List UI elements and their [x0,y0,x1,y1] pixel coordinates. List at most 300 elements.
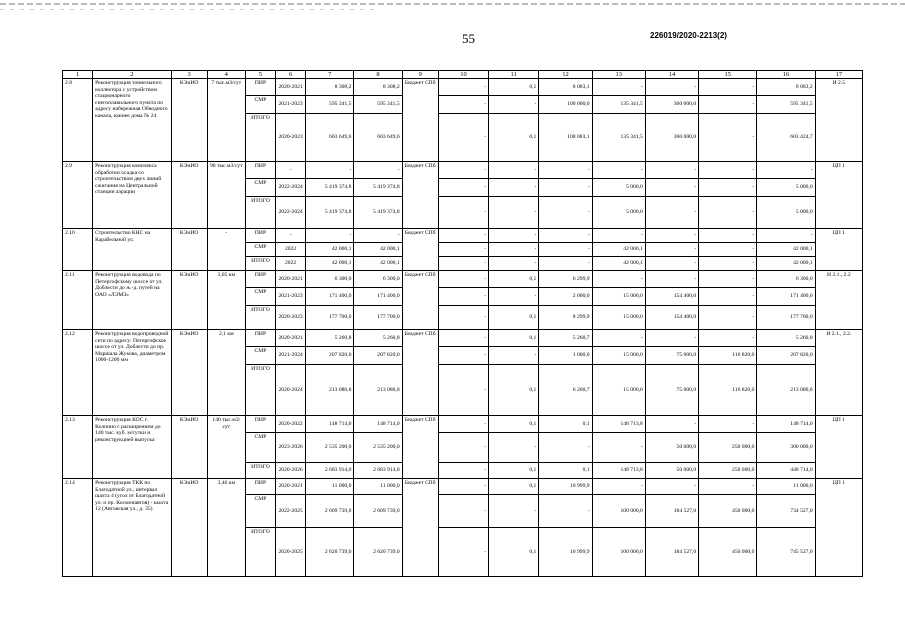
work-period: - [276,162,306,179]
remaining-cost: 148 714,0 [354,416,402,433]
remaining-cost: 2 609 739,0 [354,495,402,528]
indicator-reference: И 2.1., 2.2 [815,271,862,330]
value-col-13: 135 341,5 [592,114,645,162]
value-col-11: 0,1 [489,365,539,416]
value-col-12: 0,1 [539,416,592,433]
value-col-11: 0,1 [489,330,539,347]
value-col-12: 6 299,9 [539,271,592,288]
value-col-10: - [438,288,488,306]
item-capacity: 3,05 км [207,271,245,330]
item-number: 2.11 [63,271,93,330]
total-cost: 5 419 374,8 [306,179,354,197]
work-period: 2022 [276,257,306,271]
work-period: 2020-2021 [276,330,306,347]
remaining-cost: 595 341,5 [354,96,402,114]
total-cost: 6 300,0 [306,271,354,288]
value-col-12: 108 083,1 [539,114,592,162]
value-col-13: 42 000,1 [592,257,645,271]
table-row [63,229,863,243]
indicator-reference: ЦП 1 [815,162,862,229]
column-number: 8 [354,71,402,79]
value-col-15: 450 000,0 [699,528,757,577]
value-col-14: - [645,243,698,257]
column-number: 3 [171,71,207,79]
value-col-16: 745 527,0 [757,528,815,577]
work-period: - [276,229,306,243]
value-col-10: - [438,79,488,96]
value-col-14: - [645,79,698,96]
work-period: 2020-2021 [276,271,306,288]
value-col-14: 50 000,0 [645,463,698,479]
value-col-10: - [438,528,488,577]
total-cost: 2 535 200,0 [306,433,354,463]
item-organization: КЭиИО [171,162,207,229]
work-type: ПИР [245,416,275,433]
funding-source: Бюджет СПб [402,271,438,330]
value-col-10: - [438,162,488,179]
work-type: СМР [245,96,275,114]
total-cost: 8 308,2 [306,79,354,96]
item-name: Реконструкция водопроводной сети по адресу: Петергофское шоссе от ул. Доблести до пр. Маршала Жукова, диаметром 1000-1200 мм [93,330,171,416]
value-col-13: 100 000,0 [592,495,645,528]
work-type: ПИР [245,479,275,495]
value-col-11: 0,1 [489,416,539,433]
value-col-11: 0,1 [489,463,539,479]
value-col-15: 250 000,0 [699,463,757,479]
value-col-16: 300 000,0 [757,433,815,463]
work-period: 2020-2023 [276,306,306,330]
value-col-10: - [438,416,488,433]
item-capacity: 7 тыс.м3/сут [207,79,245,162]
value-col-12: 2 000,0 [539,288,592,306]
work-type: ПИР [245,330,275,347]
value-col-10: - [438,114,488,162]
work-type: ИТОГО [245,463,275,479]
value-col-11: - [489,243,539,257]
investment-program-table [62,70,863,577]
work-type: СМР [245,288,275,306]
work-type: СМР [245,243,275,257]
value-col-10: - [438,257,488,271]
remaining-cost: 177 700,0 [354,306,402,330]
value-col-15: - [699,288,757,306]
work-period: 2020-2022 [276,416,306,433]
value-col-12: - [539,197,592,229]
work-period: 2023-2026 [276,433,306,463]
column-number: 9 [402,71,438,79]
work-period: 2020-2021 [276,479,306,495]
funding-source: Бюджет СПб [402,479,438,577]
value-col-11: - [489,179,539,197]
funding-source: Бюджет СПб [402,229,438,271]
item-number: 2.10 [63,229,93,271]
total-cost: 5 260,8 [306,330,354,347]
total-cost: 177 700,0 [306,306,354,330]
work-type: ИТОГО [245,365,275,416]
table-row [63,79,863,96]
value-col-10: - [438,271,488,288]
total-cost: 11 000,0 [306,479,354,495]
item-name: Реконструкция комплекса обработки осадка со строительством двух линий сжигания на Центральной станции аэрации [93,162,171,229]
value-col-13: 15 000,0 [592,347,645,365]
value-col-11: - [489,197,539,229]
value-col-11: - [489,433,539,463]
value-col-16: 42 000,1 [757,243,815,257]
total-cost: 603 649,6 [306,114,354,162]
value-col-15: - [699,306,757,330]
total-cost: 213 080,8 [306,365,354,416]
scan-artifact-top-secondary [0,9,380,10]
value-col-12: - [539,162,592,179]
value-col-10: - [438,347,488,365]
remaining-cost: 5 260,8 [354,330,402,347]
work-type: ПИР [245,229,275,243]
item-number: 2.8 [63,79,93,162]
value-col-12: - [539,229,592,243]
value-col-14: 75 000,0 [645,365,698,416]
value-col-10: - [438,365,488,416]
value-col-10: - [438,330,488,347]
value-col-16: 207 820,0 [757,347,815,365]
total-cost: 42 000,1 [306,243,354,257]
value-col-10: - [438,179,488,197]
value-col-10: - [438,433,488,463]
value-col-16: 595 341,5 [757,96,815,114]
value-col-16: 603 424,7 [757,114,815,162]
column-number: 17 [815,71,862,79]
column-number: 12 [539,71,592,79]
value-col-13: 148 713,8 [592,416,645,433]
value-col-11: 0,1 [489,271,539,288]
work-period: 2022-2024 [276,179,306,197]
value-col-13: 5 000,0 [592,179,645,197]
value-col-16: 213 080,8 [757,365,815,416]
remaining-cost: 5 419 374,8 [354,179,402,197]
value-col-16: - [757,162,815,179]
column-number: 5 [245,71,275,79]
item-capacity: 3,46 км [207,479,245,577]
value-col-14: - [645,162,698,179]
total-cost: 2 683 914,0 [306,463,354,479]
total-cost: - [306,229,354,243]
value-col-14: 50 000,0 [645,433,698,463]
value-col-11: - [489,347,539,365]
value-col-13: 15 000,0 [592,306,645,330]
work-type: ИТОГО [245,197,275,229]
value-col-15: - [699,243,757,257]
table-row [63,479,863,495]
remaining-cost: 2 535 200,0 [354,433,402,463]
value-col-14: - [645,330,698,347]
remaining-cost: 171 400,0 [354,288,402,306]
value-col-10: - [438,197,488,229]
value-col-14: 154 400,0 [645,306,698,330]
value-col-12: 10 999,9 [539,479,592,495]
work-period: 2020-2021 [276,79,306,96]
value-col-16: 177 700,0 [757,306,815,330]
item-number: 2.13 [63,416,93,479]
work-type: СМР [245,495,275,528]
work-type: ПИР [245,162,275,179]
document-number: 226019/2020-2213(2) [650,31,727,40]
item-name: Реконструкция водовода по Петергофскому шоссе от ул. Доблести до ж.-д. путей на ОАО «ЛЭМЗ» [93,271,171,330]
work-type: ПИР [245,79,275,96]
remaining-cost: 2 620 739,0 [354,528,402,577]
value-col-15: - [699,114,757,162]
value-col-11: - [489,162,539,179]
total-cost: 595 341,5 [306,96,354,114]
value-col-16: 5 260,8 [757,330,815,347]
value-col-16: 42 000,1 [757,257,815,271]
column-number: 15 [699,71,757,79]
value-col-15: - [699,162,757,179]
value-col-12: 8 083,1 [539,79,592,96]
value-col-11: 0,1 [489,528,539,577]
table-row [63,162,863,179]
value-col-16: 448 714,0 [757,463,815,479]
value-col-13: - [592,271,645,288]
value-col-11: - [489,495,539,528]
value-col-11: 0,1 [489,114,539,162]
value-col-12: - [539,433,592,463]
value-col-14: 360 000,0 [645,96,698,114]
value-col-12: 0,1 [539,463,592,479]
indicator-reference: ЦП 1 [815,229,862,271]
value-col-13: - [592,433,645,463]
work-period: 2020-2023 [276,114,306,162]
value-col-16: 148 714,0 [757,416,815,433]
work-period: 2022-2024 [276,197,306,229]
work-type: ИТОГО [245,114,275,162]
column-number: 13 [592,71,645,79]
value-col-11: 0,1 [489,306,539,330]
value-col-14: - [645,271,698,288]
value-col-15: 250 000,0 [699,433,757,463]
total-cost: 2 620 739,0 [306,528,354,577]
item-organization: КЭиИО [171,229,207,271]
work-type: ИТОГО [245,257,275,271]
value-col-12: 100 000,0 [539,96,592,114]
value-col-12: 10 999,9 [539,528,592,577]
value-col-13: - [592,479,645,495]
value-col-13: 5 000,0 [592,197,645,229]
value-col-12: 8 299,9 [539,306,592,330]
item-organization: КЭиИО [171,416,207,479]
value-col-15: - [699,197,757,229]
column-number: 7 [306,71,354,79]
work-period: 2022 [276,243,306,257]
value-col-14: 154 400,0 [645,288,698,306]
total-cost: 207 820,0 [306,347,354,365]
column-number: 2 [93,71,171,79]
item-organization: КЭиИО [171,330,207,416]
item-number: 2.14 [63,479,93,577]
value-col-16: - [757,229,815,243]
column-number-row [63,71,863,79]
remaining-cost: 42 000,1 [354,243,402,257]
item-name: Реконструкция ТКК по Благодатной ул., интервал шахта 4 (угол от Благодатной ул. и пр. Космонавтов) - шахта 12 (Автовская ул., д. 35) [93,479,171,577]
work-period: 2022-2025 [276,495,306,528]
value-col-15: - [699,179,757,197]
value-col-10: - [438,495,488,528]
item-capacity: 140 тыс.м3/сут [207,416,245,479]
value-col-12: 1 000,0 [539,347,592,365]
value-col-12: - [539,179,592,197]
work-type: СМР [245,347,275,365]
total-cost: - [306,162,354,179]
scan-artifact-top [0,3,905,5]
work-type: ПИР [245,271,275,288]
indicator-reference: И 2.1., 2.2. [815,330,862,416]
value-col-13: - [592,162,645,179]
value-col-14: - [645,179,698,197]
item-name: Строительство КНС на Карабельной ул. [93,229,171,271]
value-col-10: - [438,479,488,495]
indicator-reference: ЦП 1 [815,479,862,577]
remaining-cost: 11 000,0 [354,479,402,495]
value-col-16: 5 000,0 [757,179,815,197]
value-col-11: - [489,96,539,114]
work-period: 2020-2025 [276,528,306,577]
value-col-16: 11 000,0 [757,479,815,495]
column-number: 1 [63,71,93,79]
value-col-15: - [699,330,757,347]
value-col-14: - [645,197,698,229]
work-period: 2020-2026 [276,463,306,479]
item-number: 2.9 [63,162,93,229]
value-col-10: - [438,229,488,243]
work-type: ИТОГО [245,528,275,577]
total-cost: 171 400,0 [306,288,354,306]
value-col-12: - [539,495,592,528]
remaining-cost: 2 683 914,0 [354,463,402,479]
value-col-13: 15 000,0 [592,288,645,306]
value-col-12: 6 260,7 [539,365,592,416]
value-col-12: - [539,243,592,257]
indicator-reference: ЦП 1 [815,416,862,479]
remaining-cost: 603 649,6 [354,114,402,162]
remaining-cost: 42 000,1 [354,257,402,271]
value-col-11: - [489,229,539,243]
funding-source: Бюджет СПб [402,79,438,162]
value-col-15: - [699,271,757,288]
item-name: Реконструкция КОС г. Колпино с расширением до 140 тыс. куб. м/сутки и реконструкцией выпуска [93,416,171,479]
funding-source: Бюджет СПб [402,416,438,479]
value-col-16: 734 527,0 [757,495,815,528]
value-col-15: 450 000,0 [699,495,757,528]
column-number: 16 [757,71,815,79]
value-col-16: 6 300,0 [757,271,815,288]
item-organization: КЭиИО [171,271,207,330]
value-col-14: 75 000,0 [645,347,698,365]
value-col-13: 15 000,0 [592,365,645,416]
remaining-cost: 207 820,0 [354,347,402,365]
value-col-15: - [699,416,757,433]
value-col-11: - [489,257,539,271]
table-body [63,71,863,577]
value-col-12: 5 260,7 [539,330,592,347]
item-number: 2.12 [63,330,93,416]
funding-source: Бюджет СПб [402,330,438,416]
remaining-cost: 5 419 374,8 [354,197,402,229]
remaining-cost: - [354,229,402,243]
work-type: СМР [245,179,275,197]
item-name: Реконструкция тоннельного коллектора с устройством стационарного снегоплавильного пункта по адресу набережная Обводного канала, южнее дома № 24 [93,79,171,162]
item-organization: КЭиИО [171,479,207,577]
work-type: СМР [245,433,275,463]
value-col-12: - [539,257,592,271]
value-col-10: - [438,306,488,330]
value-col-15: 116 820,0 [699,347,757,365]
table-row [63,271,863,288]
remaining-cost: 8 308,2 [354,79,402,96]
table-row [63,330,863,347]
column-number: 10 [438,71,488,79]
remaining-cost: 213 080,8 [354,365,402,416]
work-type: ИТОГО [245,306,275,330]
value-col-10: - [438,243,488,257]
column-number: 11 [489,71,539,79]
remaining-cost: 6 300,0 [354,271,402,288]
item-capacity: 90 тыс.м3/сут [207,162,245,229]
column-number: 6 [276,71,306,79]
value-col-14: - [645,416,698,433]
value-col-13: 42 000,1 [592,243,645,257]
value-col-15: - [699,79,757,96]
work-period: 2020-2024 [276,365,306,416]
value-col-14: 360 000,0 [645,114,698,162]
value-col-11: 0,1 [489,479,539,495]
value-col-10: - [438,463,488,479]
work-period: 2021-2023 [276,96,306,114]
value-col-13: - [592,229,645,243]
value-col-16: 171 400,0 [757,288,815,306]
value-col-15: - [699,229,757,243]
total-cost: 5 419 374,8 [306,197,354,229]
indicator-reference: И 2.5 [815,79,862,162]
value-col-13: 100 000,0 [592,528,645,577]
value-col-16: 8 083,2 [757,79,815,96]
value-col-14: - [645,229,698,243]
funding-source: Бюджет СПб [402,162,438,229]
value-col-13: 135 341,5 [592,96,645,114]
value-col-15: 116 820,0 [699,365,757,416]
value-col-13: 148 713,8 [592,463,645,479]
page-number: 55 [462,31,475,46]
value-col-13: - [592,330,645,347]
total-cost: 2 609 739,0 [306,495,354,528]
value-col-14: 184 527,0 [645,528,698,577]
column-number: 4 [207,71,245,79]
value-col-11: - [489,288,539,306]
table-row [63,416,863,433]
value-col-14: 184 527,0 [645,495,698,528]
total-cost: 42 000,1 [306,257,354,271]
item-organization: КЭиИО [171,79,207,162]
remaining-cost: - [354,162,402,179]
column-number: 14 [645,71,698,79]
value-col-11: 0,1 [489,79,539,96]
work-period: 2021-2023 [276,288,306,306]
value-col-14: - [645,479,698,495]
value-col-10: - [438,96,488,114]
value-col-14: - [645,257,698,271]
value-col-15: - [699,479,757,495]
value-col-16: 5 000,0 [757,197,815,229]
work-period: 2021-2024 [276,347,306,365]
total-cost: 148 714,0 [306,416,354,433]
value-col-15: - [699,257,757,271]
